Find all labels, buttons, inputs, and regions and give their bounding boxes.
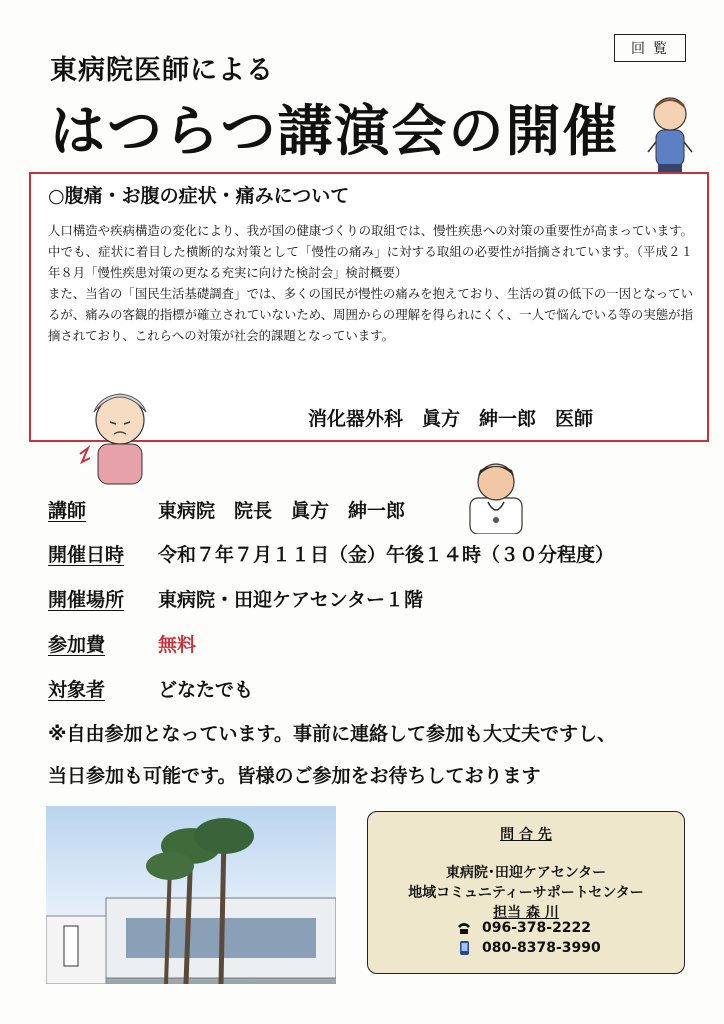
note-line-1: ※自由参加となっています。事前に連絡して参加も大丈夫ですし、 [48, 723, 616, 745]
mobile-number[interactable]: 080-8378-3990 [482, 940, 601, 956]
fee-label: 参加費 [48, 634, 106, 656]
hospital-building-photo [46, 806, 336, 984]
venue-label: 開催場所 [48, 589, 125, 611]
doctor-credit: 消化器外科 眞方 紳一郎 医師 [308, 408, 594, 430]
phone-number[interactable]: 096-378-2222 [482, 920, 592, 936]
mobile-row [456, 940, 601, 956]
flyer-title: はつらつ講演会の開催 [50, 99, 620, 163]
elderly-woman-pain-illustration [70, 382, 170, 492]
contact-heading: 問 合 先 [500, 827, 552, 843]
contact-box [367, 811, 685, 974]
circulation-stamp: 回覧 [614, 34, 686, 62]
date-label: 開催日時 [48, 544, 125, 566]
contact-org-1: 東病院･田迎ケアセンター [445, 865, 607, 881]
topic-paragraph-2: また、当省の「国民生活基礎調査」では、多くの国民が慢性の痛みを抱えており、生活の質の低下の一因となっているが、痛みの客観的指標が確立されていないため、周囲からの理解を得られにくく、一人で悩んでいる等の実態が指摘されており、これらへの対策が社会的課題となっています。 [48, 286, 693, 343]
audience-value: どなたでも [158, 679, 254, 701]
lecturer-label: 講師 [48, 500, 87, 522]
contact-org-2: 地域コミュニティーサポートセンター [408, 885, 644, 901]
flyer-subtitle: 東病院医師による [50, 55, 274, 86]
venue-value: 東病院・田迎ケアセンター１階 [158, 589, 424, 611]
note-line-2: 当日参加も可能です。皆様のご参加をお待ちしております [48, 765, 541, 787]
telephone-icon [456, 920, 472, 936]
doctor-illustration [458, 458, 532, 534]
topic-heading: ○腹痛・お腹の症状・痛みについて [48, 185, 350, 207]
mobile-phone-icon [456, 940, 472, 956]
audience-label: 対象者 [48, 679, 106, 701]
contact-person: 担当 森 川 [493, 905, 559, 921]
topic-body [48, 220, 693, 346]
date-value: 令和７年７月１１日（金）午後１４時（３０分程度） [158, 544, 615, 566]
fee-value: 無料 [158, 634, 197, 656]
lecturer-value: 東病院 院長 眞方 紳一郎 [158, 500, 406, 522]
topic-paragraph-1: 人口構造や疾病構造の変化により、我が国の健康づくりの取組では、慢性疾患への対策の重要性が高まっています。中でも、症状に着目した横断的な対策として「慢性の痛み」に対する取組の必要性が指摘されています。（平成２１年８月「慢性疾患対策の更なる充実に向けた検討会」検討概要） [48, 223, 693, 280]
phone-row [456, 920, 591, 936]
